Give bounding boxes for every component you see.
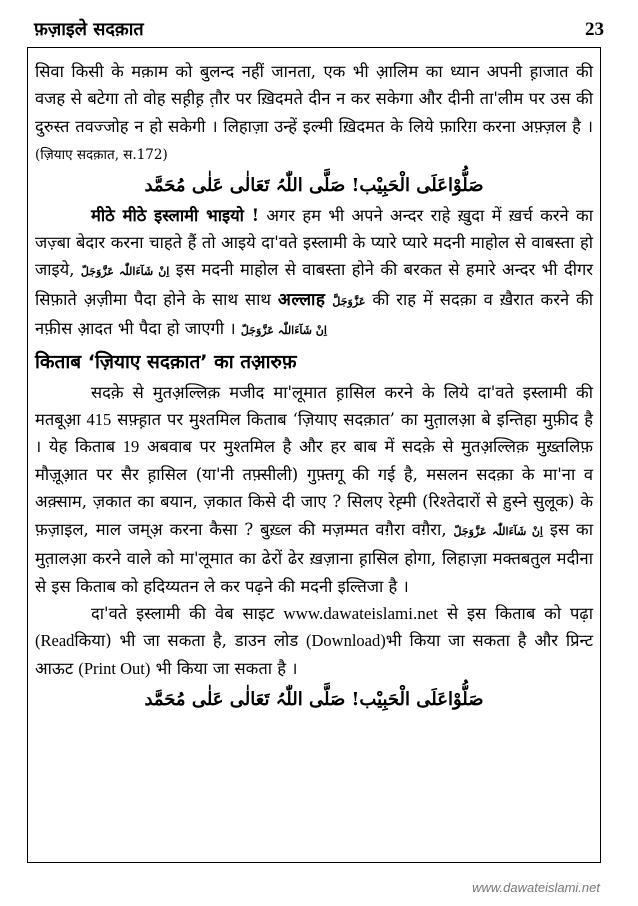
paragraph-4-text-d: भी किया जा सकता है और प्रिन्ट आऊट (35, 631, 594, 678)
page-content (35, 58, 593, 716)
lead-bold-text: मीठे मीठे इस्लामी भाइयो ! (91, 205, 260, 225)
paragraph-2-text-b: इस मदनी माहोल से वाबस्ता होने की बरकत से हमारे अन्दर भी दीगर सिफ़ाते अ़ज़ीमा पैदा होने के साथ साथ (35, 260, 594, 309)
paragraph-1-text: सिवा किसी के मक़ाम को बुलन्द नहीं जानता, एक भी आ़लिम का ध्यान अपनी ह़ाजात की वजह से बटेगा तो वोह सह़ीह़ त़ौर पर ख़िदमते दीन न कर सकेगा और दीनी ता'लीम पर उस की दुरुस्त तवज्जोह न हो सकेगी । लिहाज़ा उन्हें इल्मी ख़िदमत के लिये फ़ारिग़ करना अफ़्ज़ल है । (35, 62, 593, 136)
read-en: (Read (35, 631, 75, 651)
paragraph-2 (35, 202, 593, 345)
page-header (34, 18, 604, 44)
azza-wa-jal-inline: عَزَّوَجَلَّ (332, 294, 366, 308)
citation: (ज़ियाए सदक़ात, स.172) (35, 147, 168, 164)
inshallah-inline-2: اِنْ شَآءَاللّٰہ عَزَّوَجَلّ (453, 524, 543, 538)
footer-url[interactable]: www.dawateislami.net (472, 880, 600, 895)
header-title: फ़ज़ाइले सदक़ात (34, 19, 144, 40)
read-hi: किया) (74, 631, 112, 651)
paragraph-3-text-b: सफ़्ह़ात पर मुश्तमिल किताब ‘ज़ियाए सदक़ात’ का मुत़ालआ़ बे इन्तिहा मुफ़ीद है । येह किताब (35, 410, 593, 457)
salawat-line-end: صَلُّوْاعَلَی الْحَبِیْب! صَلَّی اللّٰہُ تَعَالٰی عَلٰی مُحَمَّد (144, 689, 484, 711)
paragraph-2-text-c: की राह में सदक़ा व ख़ैरात करने की नफ़ीस आ़दत भी पैदा हो जाएगी । (35, 289, 593, 339)
paragraph-4-text-b: से इस किताब को पढ़ा (446, 603, 593, 623)
website-link[interactable]: www.dawateislami.net (283, 603, 438, 623)
chapters-count: 19 (122, 437, 140, 457)
pages-count: 415 (86, 410, 112, 430)
print-out-en: (Print Out) (78, 658, 151, 678)
paragraph-2-text-a: अगर हम भी अपने अन्दर राहे ख़ुदा में ख़र्च करने का जज़्बा बेदार करना चाहते हैं तो आइये दा'वते इस्लामी के प्यारे प्यारे मदनी माहोल से वाबस्ता हो जाइये, (35, 205, 593, 280)
paragraph-4-text-c: भी जा सकता है, डाउन लोड (119, 631, 299, 651)
paragraph-4-text-e: भी किया जा सकता है । (155, 658, 298, 678)
allah-logo: अल्लाह (277, 289, 326, 310)
section-heading: किताब ‘ज़ियाए सदक़ात’ का तआ़रुफ़ (35, 350, 297, 373)
paragraph-3 (35, 379, 593, 600)
download-en: (Download) (306, 631, 386, 651)
paragraph-4-text-a: दा'वते इस्लामी की वेब साइट (91, 603, 275, 623)
paragraph-3-text-c: अबवाब पर मुश्तमिल है और हर बाब में सदक़े से मुतअ़ल्लिक़ मुख़्तलिफ़ मौज़ूआ़त पर सैर ह़ासिल (या'नी तफ़्सीली) गुफ़्तगू की गई है, मसलन सदक़ा के मा'ना व अक़्साम, ज़कात का बयान, ज़कात किसे दी जाए ? सिलए रेह़्मी (रिश्तेदारों से ह़ुस्ने सुलूक) के फ़ज़ाइल, माल जम्अ़ करना कैसा ? बुख़्ल की मज़म्मत वग़ैरा वग़ैरा, (35, 437, 593, 539)
salawat-line: صَلُّوْاعَلَی الْحَبِیْب! صَلَّی اللّٰہُ تَعَالٰی عَلٰی مُحَمَّد (144, 174, 484, 196)
paragraph-1 (35, 58, 593, 170)
page-number: 23 (585, 19, 604, 40)
inshallah-inline: اِنْ شَآءَاللّٰہ عَزَّوَجَلّ (80, 265, 170, 279)
paragraph-4 (35, 600, 593, 682)
inshallah-end-inline: اِنْ شَآءَاللّٰہ عَزَّوَجَلّ (240, 324, 327, 338)
paragraph-3-text-a: सदक़े से मुतअ़ल्लिक़ मजीद मा'लूमात ह़ासिल करने के लिये दा'वते इस्लामी की मतबूआ़ (35, 382, 593, 430)
paragraph-3-text-d: इस का मुत़ालआ़ करने वाले को मा'लूमात का ढेरों ढेर ख़ज़ाना ह़ासिल होगा, लिहाज़ा मक्तबतुल मदीना से इस किताब को हदिय्यतन ले कर पढ़ने की मदनी इल्तिजा है । (35, 519, 593, 596)
